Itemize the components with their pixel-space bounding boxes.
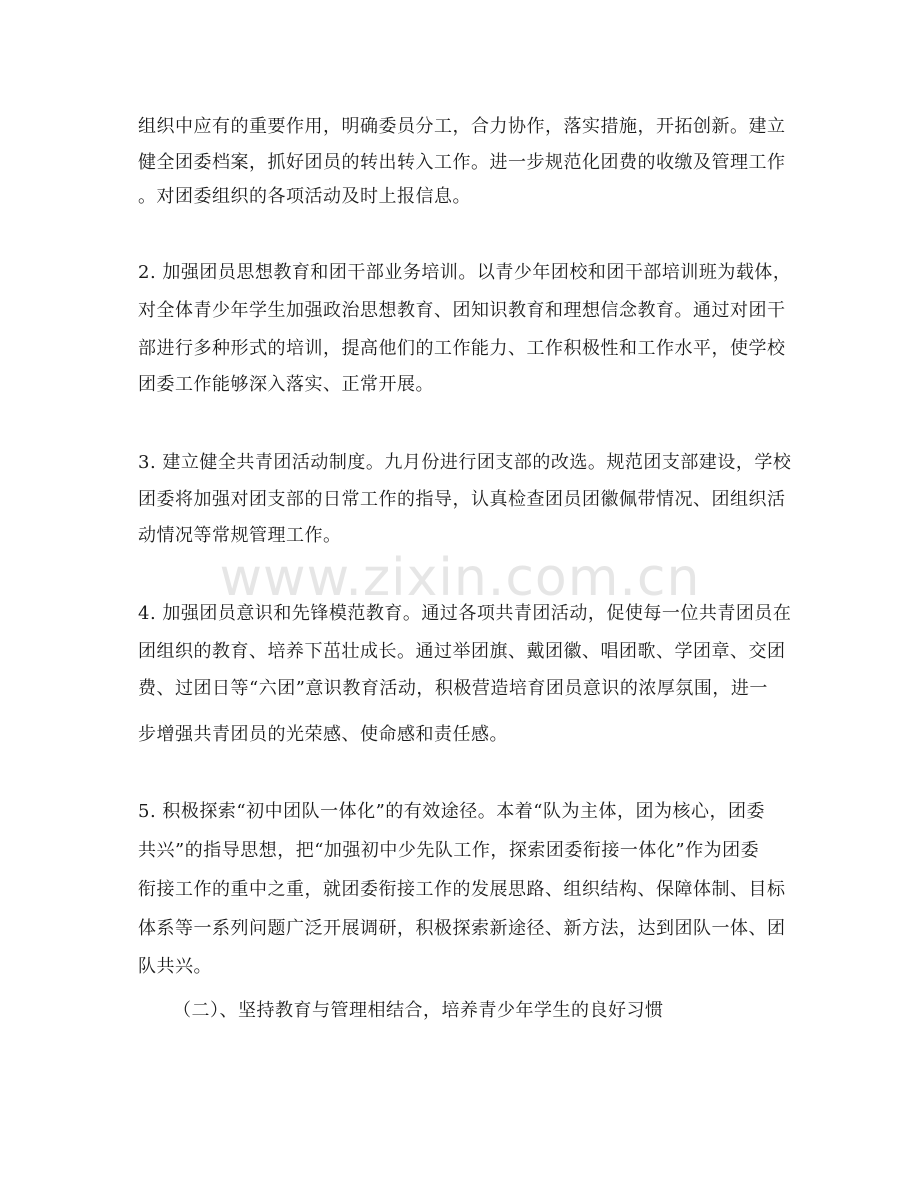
text-line: 5. 积极探索“初中团队一体化”的有效途径。本着“队为主体，团为核心，团委 [138,801,765,822]
text-line: 团组织的教育、培养下茁壮成长。通过举团旗、戴团徽、唱团歌、学团章、交团 [138,641,786,662]
text-line: 动情况等常规管理工作。 [138,525,342,546]
text-line: 团委将加强对团支部的日常工作的指导，认真检查团员团徽佩带情况、团组织活 [138,489,786,510]
text-line: 队共兴。 [138,956,212,977]
text-line: 共兴”的指导思想，把“加强初中少先队工作，探索团委衔接一体化”作为团委 [138,840,760,861]
text-line: 团委工作能够深入落实、正常开展。 [138,374,434,395]
text-line: 4. 加强团员意识和先锋模范教育。通过各项共青团活动，促使每一位共青团员在 [138,603,792,624]
text-line: 。对团委组织的各项活动及时上报信息。 [138,186,471,207]
watermark: www.zixin.com.cn [219,548,701,608]
text-line: 2. 加强团员思想教育和团干部业务培训。以青少年团校和团干部培训班为载体， [138,262,792,283]
text-line: 健全团委档案，抓好团员的转出转入工作。进一步规范化团费的收缴及管理工作 [138,152,786,173]
text-line: 组织中应有的重要作用，明确委员分工，合力协作，落实措施，开拓创新。建立 [138,116,786,137]
section-heading: （二）、坚持教育与管理相结合，培养青少年学生的良好习惯 [173,1000,664,1021]
text-line: 费、过团日等“六团”意识教育活动，积极营造培育团员意识的浓厚氛围，进一 [138,678,768,699]
text-line: 步增强共青团员的光荣感、使命感和责任感。 [138,724,508,745]
text-line: 3. 建立健全共青团活动制度。九月份进行团支部的改选。规范团支部建设，学校 [138,452,792,473]
text-line: 衔接工作的重中之重，就团委衔接工作的发展思路、组织结构、保障体制、目标 [138,879,786,900]
text-line: 部进行多种形式的培训，提高他们的工作能力、工作积极性和工作水平，使学校 [138,338,786,359]
text-line: 对全体青少年学生加强政治思想教育、团知识教育和理想信念教育。通过对团干 [138,300,786,321]
text-line: 体系等一系列问题广泛开展调研，积极探索新途径、新方法，达到团队一体、团 [138,918,786,939]
